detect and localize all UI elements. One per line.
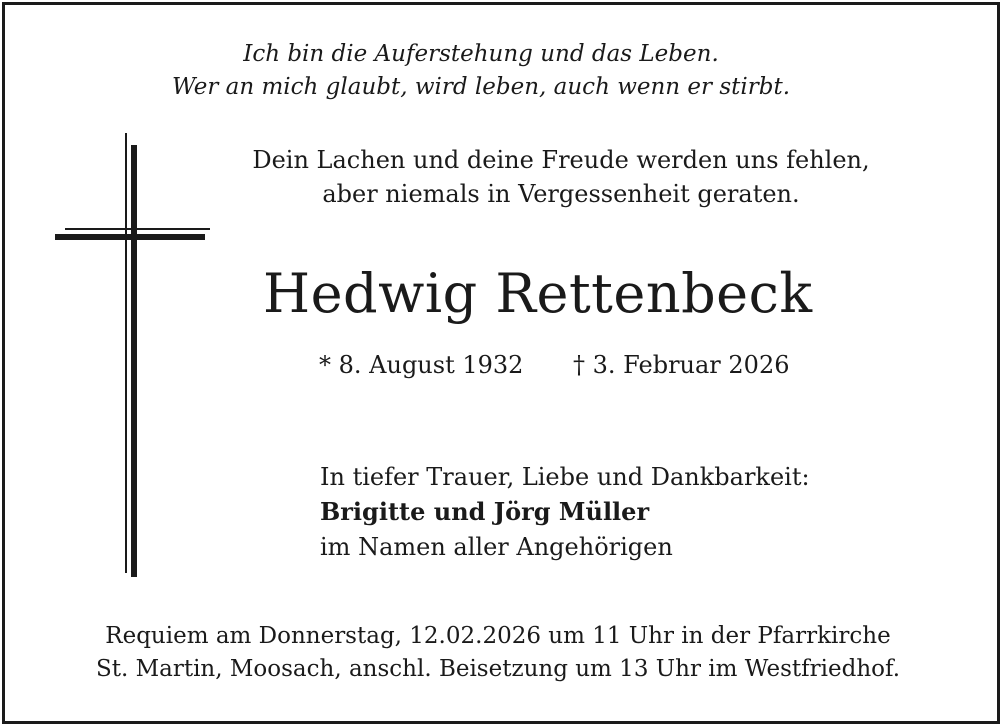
- mourners-names: Brigitte und Jörg Müller: [320, 497, 650, 526]
- birth-date: * 8. August 1932: [319, 351, 524, 379]
- service-info-line-2: St. Martin, Moosach, anschl. Beisetzung um 13 Uhr im Westfriedhof.: [95, 656, 901, 682]
- bible-verse-line-2: Wer an mich glaubt, wird leben, auch wenn er stirbt.: [171, 74, 791, 100]
- mourners-closing: im Namen aller Angehörigen: [320, 533, 673, 561]
- service-info-line-1: Requiem am Donnerstag, 12.02.2026 um 11 Uhr in der Pfarrkirche: [105, 623, 891, 649]
- cross-icon: [53, 133, 213, 587]
- bible-verse-line-1: Ich bin die Auferstehung und das Leben.: [243, 41, 719, 67]
- mourners-intro: In tiefer Trauer, Liebe und Dankbarkeit:: [320, 463, 810, 491]
- obituary-frame: [2, 2, 1000, 724]
- quote-line-1: Dein Lachen und deine Freude werden uns fehlen,: [252, 146, 870, 174]
- quote-line-2: aber niemals in Vergessenheit geraten.: [322, 180, 800, 208]
- deceased-name: Hedwig Rettenbeck: [263, 262, 813, 325]
- death-date: † 3. Februar 2026: [573, 351, 790, 379]
